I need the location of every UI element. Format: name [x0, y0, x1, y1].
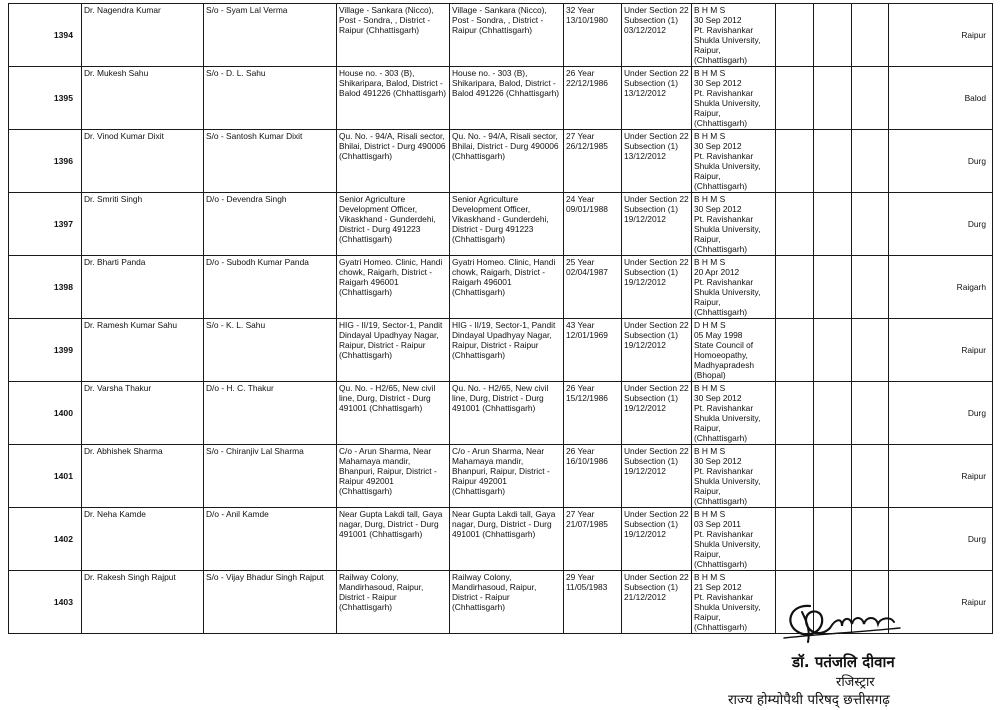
age-dob-cell	[564, 193, 622, 256]
dob-text: 21/07/1985	[566, 519, 608, 529]
dob-text: 02/04/1987	[566, 267, 608, 277]
age-dob-cell	[564, 508, 622, 571]
age-text: 26 Year	[566, 446, 595, 456]
table-row	[9, 193, 993, 256]
registration-section-cell: Under Section 22 Subsection (1) 21/12/2012	[622, 571, 692, 634]
table-body	[9, 4, 993, 634]
parent-name-cell: D/o - Devendra Singh	[204, 193, 337, 256]
correspondence-address-cell: Qu. No. - H2/65, New civil line, Durg, District - Durg 491001 (Chhattisgarh)	[337, 382, 450, 445]
permanent-address-cell: C/o - Arun Sharma, Near Mahamaya mandir, Bhanpuri, Raipur, District - Raipur 492001 (Chhattisgarh)	[450, 445, 564, 508]
registration-section-cell: Under Section 22 Subsection (1) 19/12/2012	[622, 319, 692, 382]
table-row	[9, 67, 993, 130]
district-cell: Raipur	[889, 571, 993, 634]
empty-cell	[814, 4, 852, 67]
dob-text: 09/01/1988	[566, 204, 608, 214]
empty-cell	[852, 445, 889, 508]
age-dob-cell	[564, 4, 622, 67]
age-dob-cell	[564, 256, 622, 319]
doctor-name-cell: Dr. Mukesh Sahu	[82, 67, 204, 130]
dob-text: 15/12/1986	[566, 393, 608, 403]
empty-cell	[852, 193, 889, 256]
qual-degree-text: B H M S	[694, 572, 726, 582]
age-dob-cell	[564, 445, 622, 508]
empty-cell	[852, 319, 889, 382]
doctor-name-cell: Dr. Ramesh Kumar Sahu	[82, 319, 204, 382]
age-text: 27 Year	[566, 131, 595, 141]
serial-number-cell: 1402	[9, 508, 82, 571]
qual-degree-text: D H M S	[694, 320, 726, 330]
qualification-cell	[692, 256, 776, 319]
table-row	[9, 508, 993, 571]
serial-number-cell: 1401	[9, 445, 82, 508]
permanent-address-cell: Railway Colony, Mandirhasoud, Raipur, District - Raipur (Chhattisgarh)	[450, 571, 564, 634]
district-cell: Raipur	[889, 445, 993, 508]
dob-text: 12/01/1969	[566, 330, 608, 340]
empty-cell	[776, 382, 814, 445]
dob-text: 26/12/1985	[566, 141, 608, 151]
table-row	[9, 4, 993, 67]
qual-date-text: 05 May 1998	[694, 330, 743, 340]
qual-date-text: 30 Sep 2012	[694, 15, 742, 25]
correspondence-address-cell: Railway Colony, Mandirhasoud, Raipur, District - Raipur (Chhattisgarh)	[337, 571, 450, 634]
qual-institution-text: Pt. Ravishankar Shukla University, Raipur, (Chhattisgarh)	[694, 403, 761, 443]
serial-number-cell: 1403	[9, 571, 82, 634]
registrar-signature-block	[728, 596, 990, 708]
registrar-designation: रजिस्ट्रार	[836, 675, 875, 690]
qualification-cell	[692, 319, 776, 382]
qual-date-text: 20 Apr 2012	[694, 267, 740, 277]
qual-date-text: 30 Sep 2012	[694, 78, 742, 88]
empty-cell	[776, 445, 814, 508]
table-row	[9, 130, 993, 193]
empty-cell	[776, 319, 814, 382]
empty-cell	[814, 319, 852, 382]
registration-section-cell: Under Section 22 Subsection (1) 13/12/2012	[622, 130, 692, 193]
permanent-address-cell: HIG - II/19, Sector-1, Pandit Dindayal Upadhyay Nagar, Raipur, District - Raipur (Chhattisgarh)	[450, 319, 564, 382]
table-row	[9, 382, 993, 445]
empty-cell	[814, 445, 852, 508]
empty-cell	[852, 67, 889, 130]
qual-date-text: 30 Sep 2012	[694, 393, 742, 403]
registration-section-cell: Under Section 22 Subsection (1) 03/12/2012	[622, 4, 692, 67]
registration-table	[8, 3, 993, 634]
age-dob-cell	[564, 130, 622, 193]
qual-degree-text: B H M S	[694, 68, 726, 78]
age-text: 43 Year	[566, 320, 595, 330]
parent-name-cell: D/o - Anil Kamde	[204, 508, 337, 571]
empty-cell	[776, 4, 814, 67]
parent-name-cell: S/o - Vijay Bhadur Singh Rajput	[204, 571, 337, 634]
age-text: 27 Year	[566, 509, 595, 519]
parent-name-cell: S/o - Syam Lal Verma	[204, 4, 337, 67]
district-cell: Durg	[889, 130, 993, 193]
registration-section-cell: Under Section 22 Subsection (1) 19/12/2012	[622, 382, 692, 445]
qualification-cell	[692, 193, 776, 256]
qual-institution-text: Pt. Ravishankar Shukla University, Raipur, (Chhattisgarh)	[694, 214, 761, 254]
registration-section-cell: Under Section 22 Subsection (1) 19/12/2012	[622, 193, 692, 256]
empty-cell	[852, 130, 889, 193]
correspondence-address-cell: Senior Agriculture Development Officer, Vikaskhand - Gunderdehi, District - Durg 491223 (Chhattisgarh)	[337, 193, 450, 256]
serial-number-cell: 1396	[9, 130, 82, 193]
qualification-cell	[692, 445, 776, 508]
qual-date-text: 30 Sep 2012	[694, 141, 742, 151]
correspondence-address-cell: C/o - Arun Sharma, Near Mahamaya mandir, Bhanpuri, Raipur, District - Raipur 492001 (Chhattisgarh)	[337, 445, 450, 508]
qual-institution-text: Pt. Ravishankar Shukla University, Raipur, (Chhattisgarh)	[694, 151, 761, 191]
correspondence-address-cell: HIG - II/19, Sector-1, Pandit Dindayal Upadhyay Nagar, Raipur, District - Raipur (Chhattisgarh)	[337, 319, 450, 382]
correspondence-address-cell: Near Gupta Lakdi tall, Gaya nagar, Durg, District - Durg 491001 (Chhattisgarh)	[337, 508, 450, 571]
serial-number-cell: 1399	[9, 319, 82, 382]
qual-institution-text: Pt. Ravishankar Shukla University, Raipur, (Chhattisgarh)	[694, 529, 761, 569]
qual-institution-text: Pt. Ravishankar Shukla University, Raipur, (Chhattisgarh)	[694, 25, 761, 65]
registration-section-cell: Under Section 22 Subsection (1) 19/12/2012	[622, 445, 692, 508]
district-cell: Durg	[889, 382, 993, 445]
qual-institution-text: Pt. Ravishankar Shukla University, Raipur, (Chhattisgarh)	[694, 277, 761, 317]
age-text: 26 Year	[566, 68, 595, 78]
parent-name-cell: S/o - K. L. Sahu	[204, 319, 337, 382]
permanent-address-cell: Qu. No. - H2/65, New civil line, Durg, District - Durg 491001 (Chhattisgarh)	[450, 382, 564, 445]
permanent-address-cell: Qu. No. - 94/A, Risali sector, Bhilai, District - Durg 490006 (Chhattisgarh)	[450, 130, 564, 193]
correspondence-address-cell: Gyatri Homeo. Clinic, Handi chowk, Raigarh, District - Raigarh 496001 (Chhattisgarh)	[337, 256, 450, 319]
registration-section-cell: Under Section 22 Subsection (1) 19/12/2012	[622, 508, 692, 571]
dob-text: 11/05/1983	[566, 582, 608, 592]
qual-degree-text: B H M S	[694, 194, 726, 204]
qual-date-text: 21 Sep 2012	[694, 582, 742, 592]
empty-cell	[814, 193, 852, 256]
age-text: 29 Year	[566, 572, 595, 582]
registration-section-cell: Under Section 22 Subsection (1) 13/12/2012	[622, 67, 692, 130]
qual-degree-text: B H M S	[694, 383, 726, 393]
doctor-name-cell: Dr. Bharti Panda	[82, 256, 204, 319]
age-dob-cell	[564, 382, 622, 445]
serial-number-cell: 1395	[9, 67, 82, 130]
registration-section-cell: Under Section 22 Subsection (1) 19/12/2012	[622, 256, 692, 319]
empty-cell	[814, 382, 852, 445]
age-text: 25 Year	[566, 257, 595, 267]
qual-degree-text: B H M S	[694, 446, 726, 456]
district-cell: Raipur	[889, 4, 993, 67]
age-text: 26 Year	[566, 383, 595, 393]
empty-cell	[852, 256, 889, 319]
qual-degree-text: B H M S	[694, 131, 726, 141]
qual-date-text: 03 Sep 2011	[694, 519, 741, 529]
empty-cell	[776, 508, 814, 571]
serial-number-cell: 1398	[9, 256, 82, 319]
parent-name-cell: S/o - Chiranjiv Lal Sharma	[204, 445, 337, 508]
doctor-name-cell: Dr. Vinod Kumar Dixit	[82, 130, 204, 193]
district-cell: Durg	[889, 193, 993, 256]
district-cell: Balod	[889, 67, 993, 130]
qual-degree-text: B H M S	[694, 257, 726, 267]
district-cell: Raigarh	[889, 256, 993, 319]
district-cell: Durg	[889, 508, 993, 571]
parent-name-cell: S/o - Santosh Kumar Dixit	[204, 130, 337, 193]
council-name: राज्य होम्योपैथी परिषद् छत्तीसगढ़	[728, 692, 890, 708]
permanent-address-cell: Village - Sankara (Nicco), Post - Sondra, , District - Raipur (Chhattisgarh)	[450, 4, 564, 67]
serial-number-cell: 1400	[9, 382, 82, 445]
empty-cell	[776, 256, 814, 319]
doctor-name-cell: Dr. Rakesh Singh Rajput	[82, 571, 204, 634]
age-dob-cell	[564, 571, 622, 634]
correspondence-address-cell: House no. - 303 (B), Shikaripara, Balod, District - Balod 491226 (Chhattisgarh)	[337, 67, 450, 130]
registrar-name: डॉ. पतंजलि दीवान	[792, 653, 895, 671]
qual-institution-text: Pt. Ravishankar Shukla University, Raipur, (Chhattisgarh)	[694, 466, 761, 506]
age-dob-cell	[564, 67, 622, 130]
empty-cell	[852, 382, 889, 445]
age-text: 24 Year	[566, 194, 595, 204]
qual-date-text: 30 Sep 2012	[694, 204, 742, 214]
dob-text: 22/12/1986	[566, 78, 608, 88]
qualification-cell	[692, 382, 776, 445]
table-row	[9, 256, 993, 319]
doctor-name-cell: Dr. Varsha Thakur	[82, 382, 204, 445]
qual-degree-text: B H M S	[694, 5, 726, 15]
table-row	[9, 445, 993, 508]
permanent-address-cell: Senior Agriculture Development Officer, Vikaskhand - Gunderdehi, District - Durg 491223 (Chhattisgarh)	[450, 193, 564, 256]
doctor-name-cell: Dr. Nagendra Kumar	[82, 4, 204, 67]
correspondence-address-cell: Village - Sankara (Nicco), Post - Sondra, , District - Raipur (Chhattisgarh)	[337, 4, 450, 67]
empty-cell	[814, 256, 852, 319]
doctor-name-cell: Dr. Abhishek Sharma	[82, 445, 204, 508]
age-text: 32 Year	[566, 5, 595, 15]
qual-degree-text: B H M S	[694, 509, 726, 519]
empty-cell	[776, 130, 814, 193]
qual-institution-text: Pt. Ravishankar Shukla University, Raipur, (Chhattisgarh)	[694, 592, 761, 632]
qual-date-text: 30 Sep 2012	[694, 456, 742, 466]
empty-cell	[814, 67, 852, 130]
serial-number-cell: 1394	[9, 4, 82, 67]
age-dob-cell	[564, 319, 622, 382]
qualification-cell	[692, 130, 776, 193]
correspondence-address-cell: Qu. No. - 94/A, Risali sector, Bhilai, District - Durg 490006 (Chhattisgarh)	[337, 130, 450, 193]
doctor-name-cell: Dr. Smriti Singh	[82, 193, 204, 256]
permanent-address-cell: House no. - 303 (B), Shikaripara, Balod, District - Balod 491226 (Chhattisgarh)	[450, 67, 564, 130]
dob-text: 13/10/1980	[566, 15, 608, 25]
qual-institution-text: State Council of Homoeopathy, Madhyapradesh (Bhopal)	[694, 340, 755, 380]
empty-cell	[776, 193, 814, 256]
qualification-cell	[692, 67, 776, 130]
qual-institution-text: Pt. Ravishankar Shukla University, Raipur, (Chhattisgarh)	[694, 88, 761, 128]
handwritten-signature-icon	[780, 598, 930, 646]
empty-cell	[776, 67, 814, 130]
dob-text: 16/10/1986	[566, 456, 608, 466]
qualification-cell	[692, 4, 776, 67]
empty-cell	[852, 4, 889, 67]
permanent-address-cell: Near Gupta Lakdi tall, Gaya nagar, Durg, District - Durg 491001 (Chhattisgarh)	[450, 508, 564, 571]
table-row	[9, 319, 993, 382]
permanent-address-cell: Gyatri Homeo. Clinic, Handi chowk, Raigarh, District - Raigarh 496001 (Chhattisgarh)	[450, 256, 564, 319]
serial-number-cell: 1397	[9, 193, 82, 256]
empty-cell	[814, 130, 852, 193]
empty-cell	[814, 508, 852, 571]
parent-name-cell: D/o - Subodh Kumar Panda	[204, 256, 337, 319]
empty-cell	[852, 508, 889, 571]
doctor-name-cell: Dr. Neha Kamde	[82, 508, 204, 571]
qualification-cell	[692, 508, 776, 571]
parent-name-cell: D/o - H. C. Thakur	[204, 382, 337, 445]
register-sheet	[8, 3, 992, 634]
parent-name-cell: S/o - D. L. Sahu	[204, 67, 337, 130]
district-cell: Raipur	[889, 319, 993, 382]
